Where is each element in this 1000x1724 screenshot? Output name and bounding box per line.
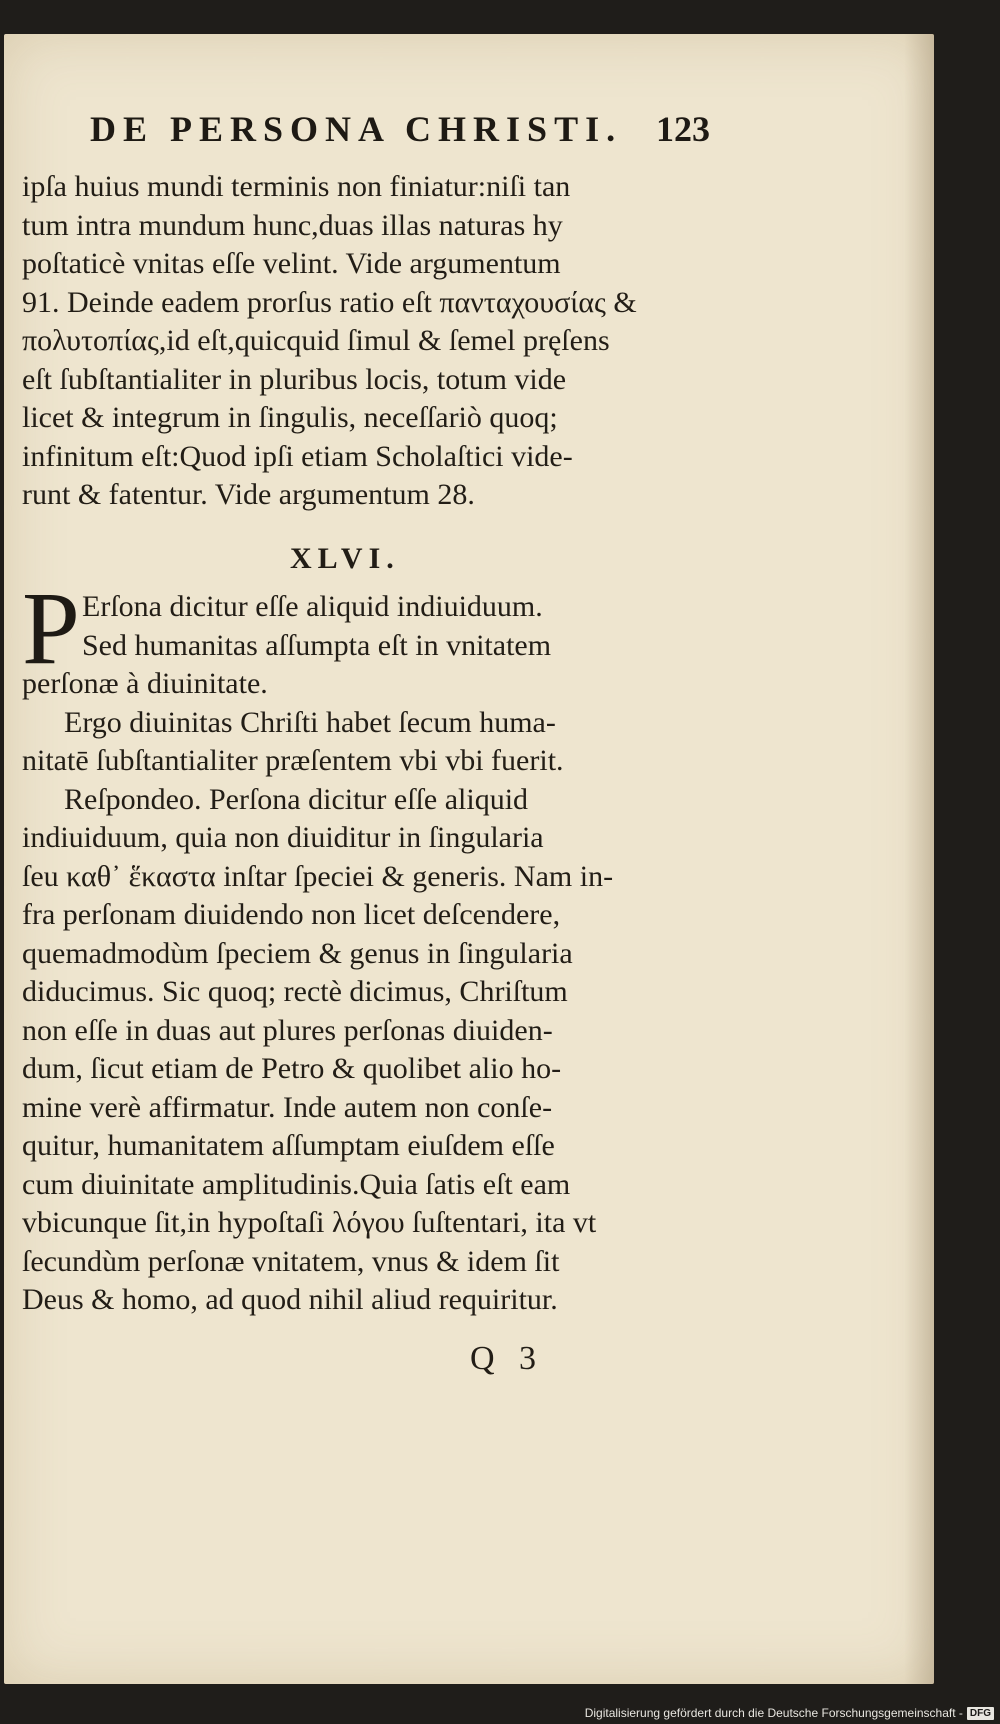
page-header <box>90 108 710 150</box>
dfg-logo: DFG <box>967 1707 994 1720</box>
text-line: perſonæ à diuinitate. <box>22 667 268 700</box>
text-block-section <box>22 571 692 1320</box>
text-line: dum, ſicut etiam de Petro & quolibet alio ho- <box>22 1052 562 1085</box>
text-line: eſt ſubſtantialiter in pluribus locis, totum vide <box>22 362 567 396</box>
text-line: fra perſonam diuidendo non licet deſcendere, <box>22 898 561 931</box>
text-line: vbicunque ſit,in hypoſtaſi λόγου ſuſtentari, ita vt <box>22 1206 597 1239</box>
text-line: ſecundùm perſonæ vnitatem, vnus & idem ſit <box>22 1244 560 1278</box>
text-line: Erſona dicitur eſſe aliquid indiuiduum. <box>82 590 543 623</box>
text-line: cum diuinitate amplitudinis.Quia ſatis eſt eam <box>22 1167 571 1201</box>
text-line: Reſpondeo. Perſona dicitur eſſe aliquid <box>64 782 529 816</box>
section-heading: XLVI. <box>290 542 400 575</box>
text-line: licet & integrum in ſingulis, neceſſariò quoq; <box>22 401 558 434</box>
drop-cap-initial: P <box>22 571 80 686</box>
text-line: Deus & homo, ad quod nihil aliud requiritur. <box>22 1283 558 1316</box>
text-line: 91. Deinde eadem prorſus ratio eſt πανταχουσίας & <box>22 285 637 319</box>
text-block-continuation <box>22 168 692 515</box>
footer-credit <box>585 1706 994 1720</box>
text-line: nitatē ſubſtantialiter præſentem vbi vbi fuerit. <box>22 744 564 777</box>
text-line: ſeu καθ᾽ ἕκαστα inſtar ſpeciei & generis. Nam in- <box>22 859 614 893</box>
footer-credit-text: Digitalisierung gefördert durch die Deutsche Forschungsgemeinschaft - <box>584 1706 963 1720</box>
text-line: infinitum eſt:Quod ipſi etiam Scholaſtici vide- <box>22 439 573 473</box>
text-line: πολυτοπίας,id eſt,quicquid ſimul & ſemel pręſens <box>22 324 610 357</box>
page-number: 123 <box>656 109 710 149</box>
text-line: runt & fatentur. Vide argumentum 28. <box>22 478 475 511</box>
text-line: tum intra mundum hunc,duas illas naturas hy <box>22 208 563 242</box>
text-line: Sed humanitas aſſumpta eſt in vnitatem <box>82 628 552 662</box>
running-head: DE PERSONA CHRISTI. <box>90 109 623 149</box>
text-line: ipſa huius mundi terminis non finiatur:niſi tan <box>22 170 571 203</box>
text-line: Ergo diuinitas Chriſti habet ſecum huma- <box>64 705 556 739</box>
signature-mark: Q 3 <box>470 1340 545 1377</box>
text-line: indiuiduum, quia non diuiditur in ſingularia <box>22 821 544 854</box>
text-line: quitur, humanitatem aſſumptam eiuſdem eſſe <box>22 1129 555 1162</box>
text-line: poſtaticè vnitas eſſe velint. Vide argumentum <box>22 247 561 280</box>
text-line: quemadmodùm ſpeciem & genus in ſingularia <box>22 936 573 970</box>
text-line: non eſſe in duas aut plures perſonas diuiden- <box>22 1013 553 1047</box>
text-line: diducimus. Sic quoq; rectè dicimus, Chriſtum <box>22 975 568 1008</box>
text-line: mine verè affirmatur. Inde autem non conſe- <box>22 1090 553 1124</box>
